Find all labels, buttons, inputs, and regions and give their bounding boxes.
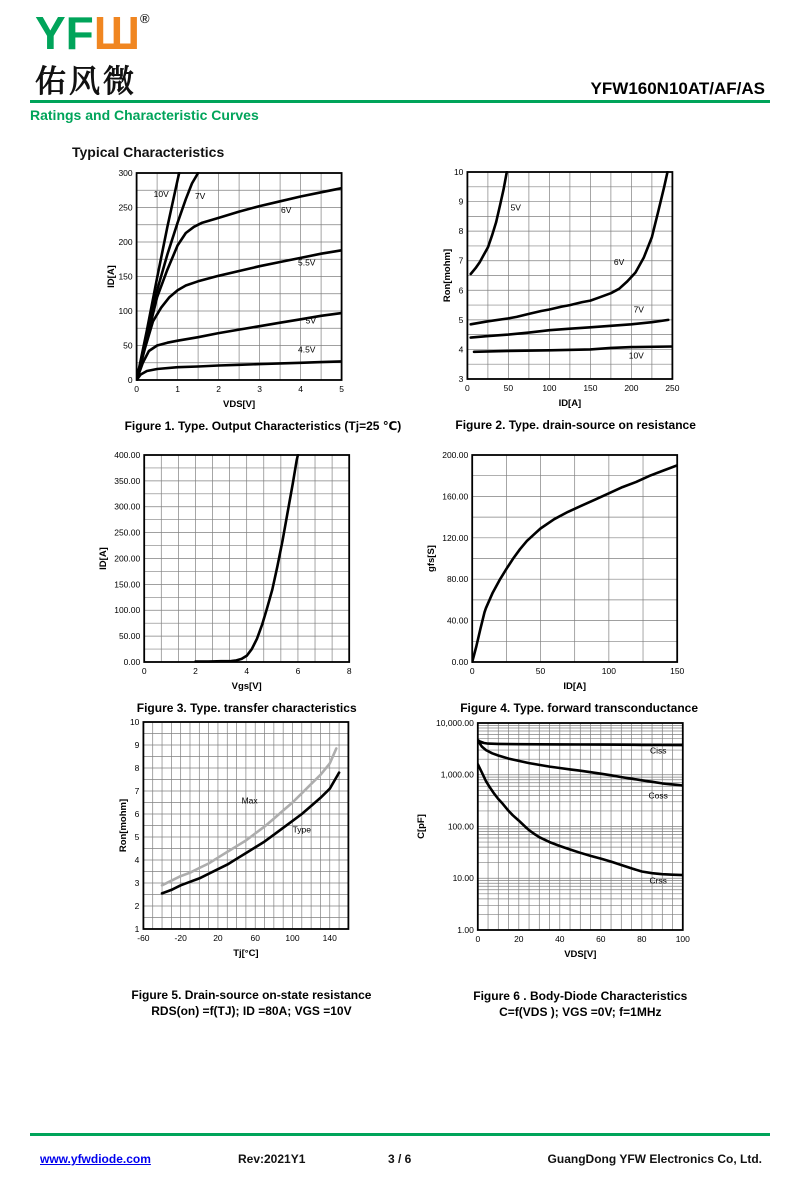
- svg-text:0: 0: [465, 382, 470, 393]
- y-axis-label: C[pF]: [415, 814, 427, 839]
- series-curve: [471, 172, 507, 274]
- svg-text:0.00: 0.00: [123, 656, 141, 667]
- svg-text:50: 50: [535, 665, 546, 676]
- curve-label: 10V: [628, 350, 644, 361]
- svg-text:200.00: 200.00: [114, 553, 141, 564]
- svg-text:4: 4: [298, 383, 303, 394]
- svg-text:3: 3: [134, 877, 140, 888]
- svg-text:1,000.00: 1,000.00: [440, 769, 474, 780]
- svg-text:250.00: 250.00: [114, 527, 141, 538]
- svg-text:1: 1: [175, 383, 180, 394]
- logo-u-glyph: Ш: [93, 7, 141, 59]
- svg-text:50: 50: [503, 382, 514, 393]
- svg-text:140: 140: [322, 932, 337, 943]
- curve-label: 5.5V: [298, 257, 316, 268]
- brand-logo: [35, 7, 150, 101]
- svg-text:6: 6: [295, 665, 301, 676]
- svg-text:250: 250: [665, 382, 680, 393]
- curve-label: 7V: [633, 304, 644, 315]
- svg-text:100: 100: [118, 305, 133, 316]
- figure-4-caption-line1: Figure 4. Type. forward transconductance: [460, 701, 699, 715]
- figure-1: [105, 165, 401, 435]
- curve-label: Coss: [648, 790, 668, 801]
- figure-1-caption: [105, 419, 401, 435]
- x-axis-label: VDS[V]: [564, 948, 597, 960]
- svg-text:3: 3: [257, 383, 262, 394]
- figure-4: [425, 447, 698, 717]
- chart-gridlines: [144, 455, 349, 662]
- chart-canvas: [97, 447, 361, 694]
- svg-text:50: 50: [123, 340, 133, 351]
- figure-6-chart: [415, 715, 695, 967]
- svg-text:2: 2: [216, 383, 221, 394]
- figure-6: [415, 715, 695, 1020]
- registered-trademark-icon: ®: [140, 11, 150, 26]
- svg-text:1.00: 1.00: [457, 924, 474, 935]
- subsection-title: Typical Characteristics: [72, 144, 225, 160]
- svg-text:4: 4: [244, 665, 250, 676]
- svg-text:100: 100: [285, 932, 300, 943]
- svg-text:0: 0: [475, 933, 481, 944]
- tick-labels: [114, 450, 352, 676]
- svg-text:10: 10: [129, 717, 140, 728]
- figure-2-chart: [441, 164, 696, 416]
- curve-label: 5V: [305, 315, 317, 326]
- svg-text:10: 10: [453, 167, 464, 178]
- figure-2: [441, 164, 696, 434]
- svg-text:80: 80: [637, 933, 647, 944]
- svg-text:150.00: 150.00: [114, 579, 141, 590]
- figure-5-chart: [117, 714, 371, 966]
- figure-5-caption: [117, 988, 371, 1019]
- x-axis-label: ID[A]: [558, 397, 582, 409]
- svg-text:8: 8: [134, 763, 140, 774]
- curve-label: Type: [292, 824, 312, 835]
- figure-6-caption: [415, 989, 695, 1020]
- svg-text:6: 6: [134, 809, 140, 820]
- svg-text:0: 0: [134, 383, 139, 394]
- svg-text:9: 9: [458, 196, 464, 207]
- svg-text:200: 200: [118, 237, 133, 248]
- curve-label: Max: [241, 795, 258, 806]
- svg-text:2: 2: [193, 665, 198, 676]
- svg-text:200: 200: [624, 382, 639, 393]
- curve-label: 5V: [510, 202, 521, 213]
- svg-text:20: 20: [213, 932, 223, 943]
- svg-text:3: 3: [458, 373, 464, 384]
- chart-canvas: [425, 447, 689, 694]
- svg-text:300: 300: [118, 168, 133, 179]
- svg-text:0: 0: [141, 665, 147, 676]
- svg-text:6: 6: [458, 285, 464, 296]
- svg-text:-20: -20: [174, 932, 187, 943]
- logo-yf-text: YF: [35, 7, 94, 59]
- y-axis-label: ID[A]: [105, 265, 117, 288]
- footer-website-link[interactable]: www.yfwdiode.com: [40, 1152, 151, 1166]
- footer-page-number: 3 / 6: [388, 1152, 412, 1166]
- svg-text:1: 1: [134, 923, 140, 934]
- svg-text:0: 0: [469, 665, 475, 676]
- svg-text:150: 150: [583, 382, 598, 393]
- figure-5: [117, 714, 371, 1019]
- svg-text:4: 4: [458, 344, 464, 355]
- svg-text:80.00: 80.00: [446, 574, 469, 585]
- svg-text:-60: -60: [137, 932, 150, 943]
- svg-text:8: 8: [346, 665, 352, 676]
- figure-2-caption: [441, 418, 696, 434]
- svg-text:250: 250: [118, 202, 133, 213]
- figure-1-caption-line1: Figure 1. Type. Output Characteristics (Tj=25 ℃): [124, 419, 402, 433]
- svg-text:200.00: 200.00: [442, 450, 469, 461]
- y-axis-label: Ron[mohm]: [441, 248, 453, 303]
- curve-label: 6V: [281, 205, 292, 216]
- y-axis-label: gfs[S]: [425, 545, 437, 572]
- svg-text:160.00: 160.00: [442, 491, 469, 502]
- figure-5-caption-line2: RDS(on) =f(TJ); ID =80A; VGS =10V: [151, 1003, 352, 1018]
- chart-gridlines: [143, 722, 348, 929]
- svg-text:300.00: 300.00: [114, 501, 141, 512]
- figure-3-caption-line1: Figure 3. Type. transfer characteristics: [136, 701, 357, 715]
- svg-text:100.00: 100.00: [447, 821, 474, 832]
- section-title: Ratings and Characteristic Curves: [30, 107, 259, 123]
- svg-text:2: 2: [134, 900, 140, 911]
- series-curve: [471, 172, 668, 324]
- svg-text:20: 20: [514, 933, 524, 944]
- x-axis-label: VDS[V]: [223, 398, 256, 410]
- svg-text:100: 100: [601, 665, 616, 676]
- doc-title: YFW160N10AT/AF/AS: [590, 79, 765, 98]
- curve-label: 7V: [194, 191, 206, 202]
- svg-text:400.00: 400.00: [114, 450, 141, 461]
- curve-label: 4.5V: [298, 344, 316, 355]
- svg-text:100: 100: [542, 382, 557, 393]
- figure-5-caption-line1: Figure 5. Drain-source on-state resistance: [131, 988, 372, 1002]
- svg-text:10.00: 10.00: [452, 873, 474, 884]
- svg-text:120.00: 120.00: [442, 532, 469, 543]
- y-axis-label: Ron[mohm]: [117, 798, 129, 853]
- tick-labels: [118, 168, 344, 394]
- svg-text:40: 40: [555, 933, 565, 944]
- logo-chinese-name: 佑风微: [35, 64, 137, 99]
- chart-gridlines: [472, 455, 677, 662]
- series-curve: [162, 749, 336, 886]
- svg-text:7: 7: [134, 786, 140, 797]
- chart-canvas: [441, 164, 684, 411]
- svg-text:40.00: 40.00: [446, 615, 469, 626]
- figure-3: [97, 447, 361, 717]
- figure-4-chart: [425, 447, 698, 699]
- svg-text:5: 5: [339, 383, 344, 394]
- footer-company: GuangDong YFW Electronics Co, Ltd.: [547, 1152, 762, 1166]
- svg-text:50.00: 50.00: [118, 631, 141, 642]
- svg-text:0.00: 0.00: [451, 656, 469, 667]
- y-axis-label: ID[A]: [97, 547, 109, 570]
- svg-text:60: 60: [596, 933, 606, 944]
- svg-text:5: 5: [458, 314, 464, 325]
- svg-text:8: 8: [458, 226, 464, 237]
- curve-label: 10V: [153, 189, 169, 200]
- svg-text:0: 0: [127, 374, 133, 385]
- x-axis-label: Tj[°C]: [233, 947, 259, 959]
- svg-text:60: 60: [250, 932, 260, 943]
- figure-6-caption-line2: C=f(VDS ); VGS =0V; f=1MHz: [499, 1004, 662, 1019]
- chart-canvas: [105, 165, 354, 412]
- footer-rule: [30, 1133, 770, 1136]
- header-rule: [30, 100, 770, 103]
- svg-text:4: 4: [134, 854, 140, 865]
- svg-text:7: 7: [458, 255, 464, 266]
- svg-text:5: 5: [134, 831, 140, 842]
- figure-1-chart: [105, 165, 401, 417]
- curve-label: 6V: [613, 257, 625, 268]
- footer-revision: Rev:2021Y1: [238, 1152, 306, 1166]
- logo-wordmark: [35, 7, 150, 59]
- svg-text:350.00: 350.00: [114, 475, 141, 486]
- figure-3-chart: [97, 447, 361, 699]
- svg-text:9: 9: [134, 740, 140, 751]
- svg-text:100: 100: [675, 933, 690, 944]
- svg-text:150: 150: [118, 271, 133, 282]
- svg-text:150: 150: [670, 665, 685, 676]
- svg-text:100.00: 100.00: [114, 605, 141, 616]
- chart-canvas: [415, 715, 695, 962]
- chart-canvas: [117, 714, 360, 961]
- curve-label: Crss: [649, 875, 667, 886]
- curve-label: Ciss: [649, 745, 667, 756]
- figure-2-caption-line1: Figure 2. Type. drain-source on resistance: [455, 418, 696, 432]
- svg-text:10,000.00: 10,000.00: [436, 718, 474, 729]
- x-axis-label: ID[A]: [563, 680, 587, 692]
- x-axis-label: Vgs[V]: [231, 680, 262, 692]
- figure-6-caption-line1: Figure 6 . Body-Diode Characteristics: [473, 989, 688, 1003]
